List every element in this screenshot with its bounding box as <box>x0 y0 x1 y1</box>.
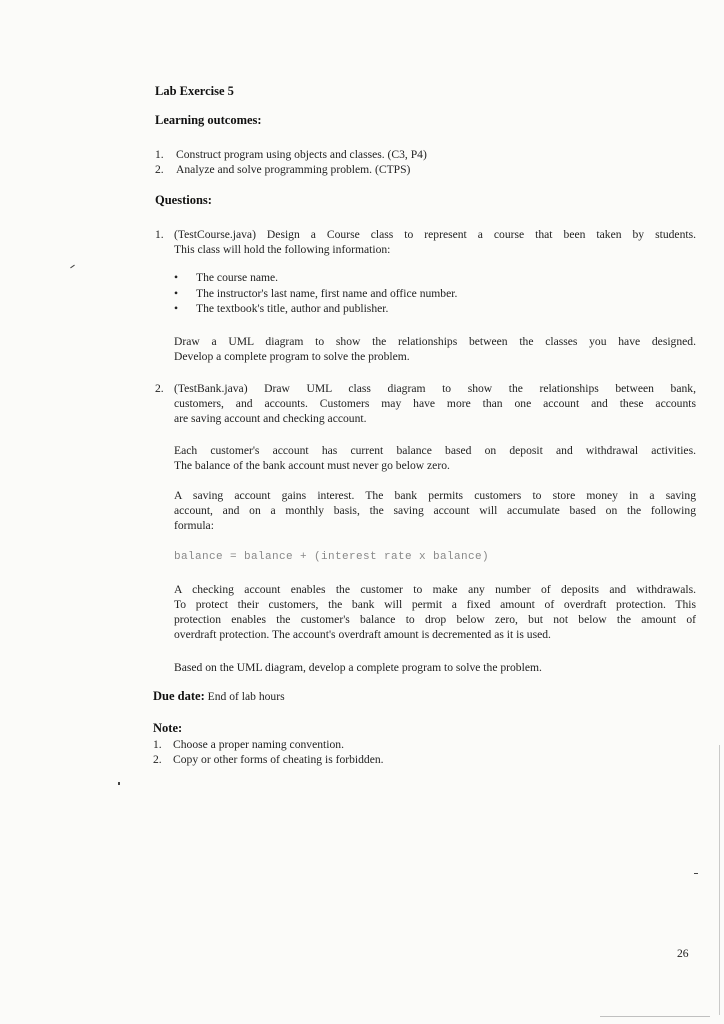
question-2-number: 2. <box>155 382 164 395</box>
note-item-number: 1. <box>153 738 162 751</box>
text-line: (TestCourse.java) Design a Course class to represent a course that been taken by students. <box>174 228 696 241</box>
list-item: The course name. <box>196 271 279 284</box>
scan-speck <box>70 265 75 269</box>
scan-speck <box>118 782 120 785</box>
learning-item: Analyze and solve programming problem. (CTPS) <box>176 163 411 176</box>
bullet-icon: • <box>174 271 179 284</box>
question-2-paragraph-1 <box>174 381 696 426</box>
bullet-icon: • <box>174 302 179 315</box>
page-title: Lab Exercise 5 <box>155 84 234 98</box>
question-2-paragraph-5: Based on the UML diagram, develop a complete program to solve the problem. <box>174 661 542 674</box>
text-line: Draw a UML diagram to show the relationships between the classes you have designed. <box>174 335 696 348</box>
text-line: account, and on a monthly basis, the saving account will accumulate based on the following <box>174 504 696 517</box>
text-line: formula: <box>174 519 214 532</box>
note-heading: Note: <box>153 721 183 735</box>
due-date <box>153 689 285 704</box>
question-2-paragraph-4 <box>174 582 696 642</box>
question-1-number: 1. <box>155 228 164 241</box>
due-date-label: Due date: <box>153 689 205 703</box>
learning-item-number: 2. <box>155 163 164 176</box>
learning-item: Construct program using objects and classes. (C3, P4) <box>176 148 427 161</box>
question-2-paragraph-3 <box>174 488 696 533</box>
text-line: (TestBank.java) Draw UML class diagram to show the relationships between bank, <box>174 382 696 395</box>
question-2-paragraph-2 <box>174 443 696 473</box>
note-item-number: 2. <box>153 753 162 766</box>
questions-heading: Questions: <box>155 193 212 207</box>
text-line: customers, and accounts. Customers may have more than one account and these accounts <box>174 397 696 410</box>
scan-speck <box>694 873 698 874</box>
text-line: protection enables the customer's balance to drop below zero, but not below the amount of <box>174 613 696 626</box>
text-line: Each customer's account has current balance based on deposit and withdrawal activities. <box>174 444 696 457</box>
list-item: The textbook's title, author and publisher. <box>196 302 389 315</box>
question-1-closing <box>174 334 696 364</box>
text-line: This class will hold the following information: <box>174 243 391 256</box>
note-item: Copy or other forms of cheating is forbidden. <box>173 753 384 766</box>
bullet-icon: • <box>174 287 179 300</box>
text-line: overdraft protection. The account's overdraft amount is decremented as it is used. <box>174 628 551 641</box>
list-item: The instructor's last name, first name and office number. <box>196 287 458 300</box>
scan-edge <box>600 1016 710 1017</box>
learning-outcomes-heading: Learning outcomes: <box>155 113 262 127</box>
question-1-intro <box>174 227 696 257</box>
text-line: A saving account gains interest. The bank permits customers to store money in a saving <box>174 489 696 502</box>
text-line: are saving account and checking account. <box>174 412 367 425</box>
learning-item-number: 1. <box>155 148 164 161</box>
text-line: Develop a complete program to solve the problem. <box>174 350 410 363</box>
formula: balance = balance + (interest rate x balance) <box>174 551 490 563</box>
scan-edge <box>719 745 720 1015</box>
due-date-value: End of lab hours <box>207 690 285 703</box>
note-item: Choose a proper naming convention. <box>173 738 344 751</box>
text-line: To protect their customers, the bank will permit a fixed amount of overdraft protection. This <box>174 598 696 611</box>
page-number: 26 <box>677 947 689 960</box>
text-line: The balance of the bank account must never go below zero. <box>174 459 450 472</box>
text-line: A checking account enables the customer to make any number of deposits and withdrawals. <box>174 583 696 596</box>
